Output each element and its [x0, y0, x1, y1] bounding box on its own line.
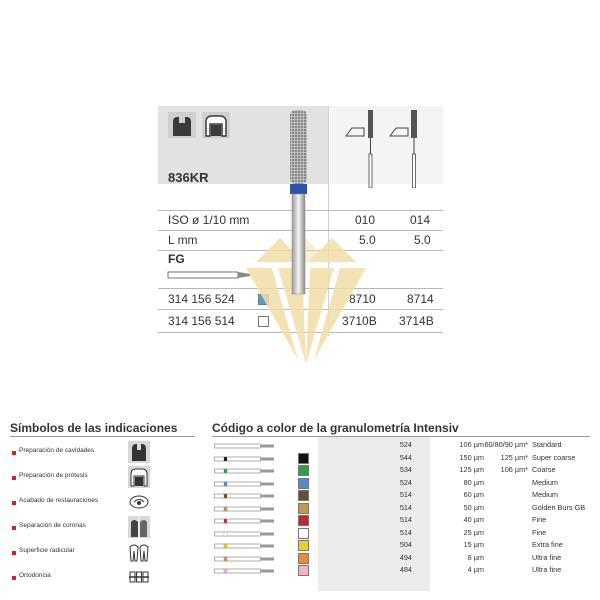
grit-color-swatch — [298, 528, 309, 539]
grit-size: 25 µm — [463, 527, 484, 537]
grit-color-swatch — [298, 553, 309, 564]
ref-code-1: 314 156 524 — [168, 292, 235, 306]
grit-row — [212, 552, 590, 564]
bullet — [12, 551, 16, 555]
grit-row — [212, 527, 590, 539]
indication-label: Separación de coronas — [19, 522, 86, 529]
bullet — [12, 526, 16, 530]
bur-miniature-icon — [214, 542, 274, 547]
cavity-icon — [168, 112, 196, 138]
grit-equivalent: 125 µm* — [500, 452, 528, 462]
grit-equivalent: 106 µm* — [500, 465, 528, 474]
grit-row — [212, 514, 590, 526]
root-surface-icon — [128, 541, 150, 563]
grit-name: Ultra fine — [532, 565, 562, 574]
grit-code: 494 — [399, 552, 412, 562]
bur-miniature-icon — [214, 530, 274, 535]
grit-code: 524 — [399, 477, 412, 487]
grit-name: Extra fine — [532, 540, 563, 549]
bur-miniature-icon — [214, 467, 274, 472]
grit-size: 50 µm — [463, 502, 484, 512]
grit-size: 15 µm — [463, 540, 484, 549]
grit-name: Golden Burs GB — [532, 502, 586, 512]
grit-color-swatch — [298, 503, 309, 514]
bullet — [12, 501, 16, 505]
bur-miniature-icon — [214, 505, 274, 510]
grit-row — [212, 502, 590, 514]
cavity-icon — [128, 441, 150, 463]
grit-row — [212, 489, 590, 501]
bullet — [12, 476, 16, 480]
grit-row — [212, 539, 590, 551]
prosthesis-icon — [128, 466, 150, 488]
grit-size: 150 µm — [459, 452, 484, 462]
bullet — [12, 576, 16, 580]
fg-shank-illustration — [166, 268, 252, 284]
grit-size: 106 µm — [459, 440, 484, 449]
grit-row — [212, 439, 590, 451]
grit-name: Medium — [532, 490, 558, 499]
grit-name: Coarse — [532, 465, 556, 474]
grit-name: Super coarse — [532, 452, 576, 462]
grit-row — [212, 452, 590, 464]
indication-label: Preparación de prótesis — [19, 472, 88, 479]
bur-miniature-icon — [214, 492, 274, 497]
grit-code: 514 — [399, 527, 412, 537]
indications-divider — [10, 436, 195, 437]
product-name: 836KR — [168, 170, 209, 185]
bur-miniature-icon — [214, 442, 274, 447]
grit-code: 514 — [399, 490, 412, 499]
grit-name: Medium — [532, 477, 558, 487]
indication-label: Preparación de cavidades — [19, 447, 95, 454]
grit-size: 80 µm — [463, 477, 484, 487]
bur-miniature-icon — [214, 567, 274, 572]
grit-size: 4 µm — [467, 565, 484, 574]
shank-label: FG — [168, 252, 185, 266]
grit-color-swatch — [298, 453, 309, 464]
grit-color-swatch — [298, 490, 309, 501]
grit-color-swatch — [298, 515, 309, 526]
length-value-1: 5.0 — [359, 233, 376, 247]
grit-size: 8 µm — [467, 552, 484, 562]
indication-row — [10, 466, 195, 490]
indication-row — [10, 516, 195, 540]
grit-code: 544 — [399, 452, 412, 462]
grit-size: 40 µm — [463, 515, 484, 524]
grit-code: 514 — [399, 502, 412, 512]
bur-size-outlines — [338, 106, 443, 188]
ref-value-1b: 8714 — [407, 292, 434, 306]
ref-value-1a: 8710 — [349, 292, 376, 306]
bur-miniature-icon — [214, 455, 274, 460]
grit-size: 125 µm — [459, 465, 484, 474]
grit-color-swatch — [298, 565, 309, 576]
indication-label: Ortodoncia — [19, 572, 51, 579]
grit-name: Fine — [532, 515, 547, 524]
grit-row — [212, 564, 590, 576]
grit-equivalent: 60/80/90 µm* — [484, 440, 528, 449]
grit-row — [212, 464, 590, 476]
grit-code: 504 — [399, 540, 412, 549]
grit-name: Ultra fine — [532, 552, 562, 562]
indication-row — [10, 441, 195, 465]
prosthesis-icon — [202, 112, 230, 138]
orthodontics-icon — [128, 566, 150, 588]
grit-color-swatch — [298, 540, 309, 551]
grit-size: 60 µm — [463, 490, 484, 499]
grit-color-swatch — [298, 478, 309, 489]
bullet — [12, 451, 16, 455]
indication-row — [10, 541, 195, 565]
iso-value-1: 010 — [355, 213, 376, 227]
ref-value-2b: 3714B — [399, 314, 434, 328]
bur-miniature-icon — [214, 480, 274, 485]
length-label: L mm — [168, 233, 198, 247]
ref-code-2: 314 156 514 — [168, 314, 235, 328]
iso-value-2: 014 — [410, 213, 431, 227]
grit-row — [212, 477, 590, 489]
grit-name: Fine — [532, 527, 547, 537]
bur-miniature-icon — [214, 517, 274, 522]
grit-color-swatch — [298, 465, 309, 476]
indication-row — [10, 566, 195, 590]
crown-separation-icon — [128, 516, 150, 538]
finishing-icon — [128, 491, 150, 513]
grit-title: Código a color de la granulometría Intensiv — [212, 421, 459, 435]
grit-code: 534 — [399, 465, 412, 474]
iso-label: ISO ø 1/10 mm — [168, 213, 250, 227]
indication-label: Superficie radicular — [19, 547, 75, 554]
grit-code: 484 — [399, 565, 412, 574]
grit-code: 514 — [399, 515, 412, 524]
length-value-2: 5.0 — [414, 233, 431, 247]
diamond-bur-illustration — [283, 108, 315, 298]
indication-row — [10, 491, 195, 515]
bur-miniature-icon — [214, 555, 274, 560]
indication-label: Acabado de restauraciones — [19, 497, 99, 504]
ref-value-2a: 3710B — [342, 314, 377, 328]
grit-name: Standard — [532, 440, 562, 449]
grit-code: 524 — [399, 440, 412, 449]
indications-title: Símbolos de las indicaciones — [10, 421, 178, 435]
